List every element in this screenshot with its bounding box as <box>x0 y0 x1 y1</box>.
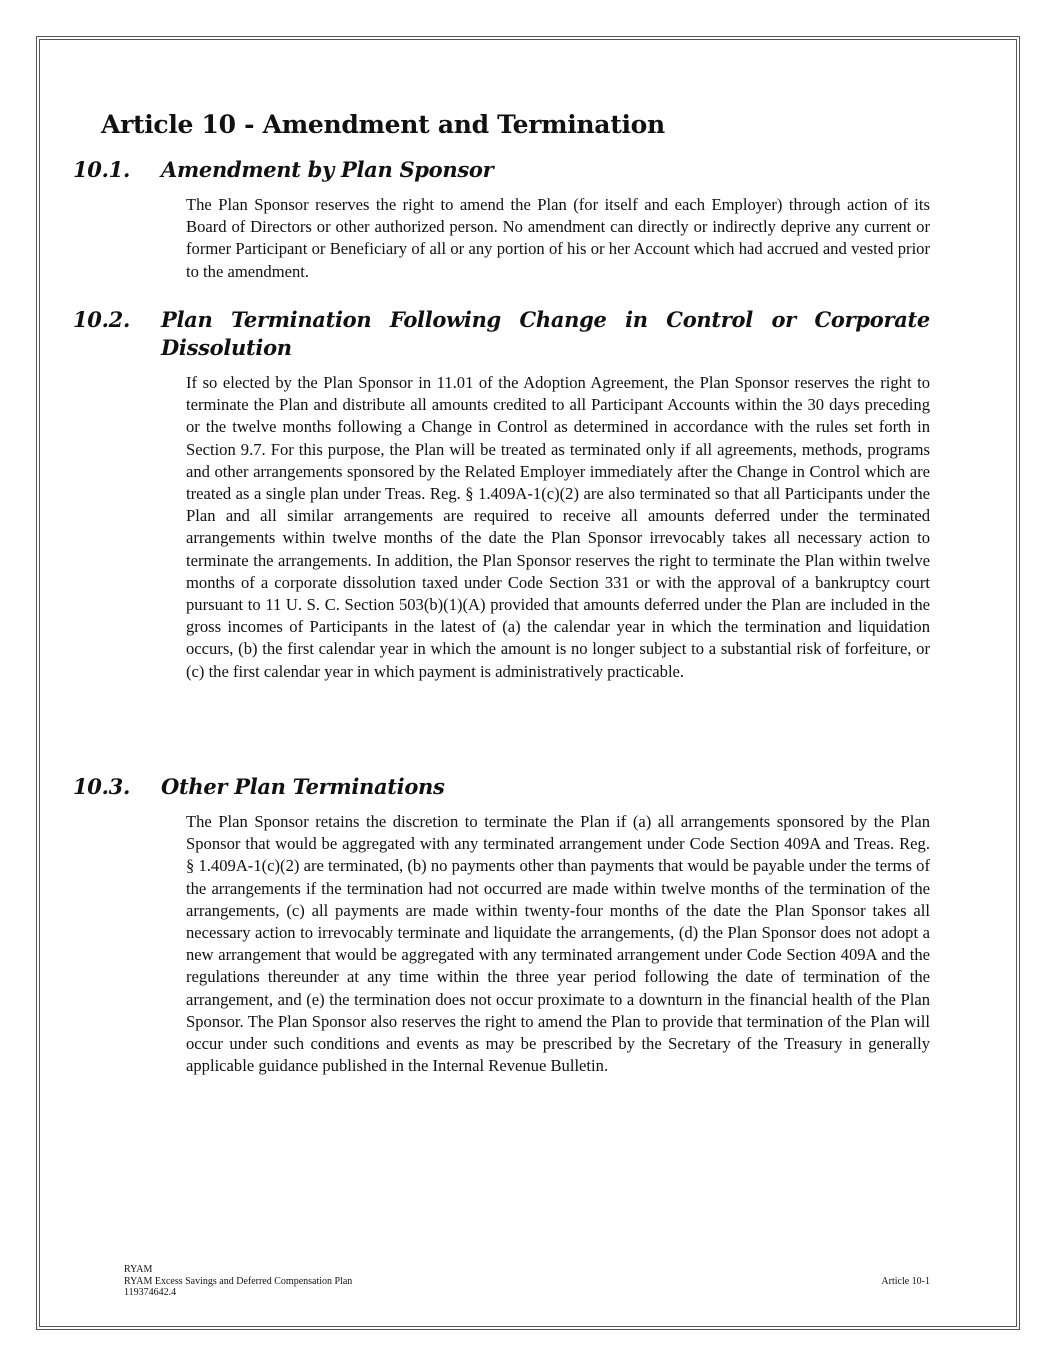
section-title: Amendment by Plan Sponsor <box>161 157 494 182</box>
section-number: 10.1. <box>73 157 130 182</box>
section-title: Plan Termination Following Change in Control or Corporate Dissolution <box>161 307 930 360</box>
section-heading-10-3 <box>73 773 930 801</box>
article-title: Article 10 - Amendment and Termination <box>101 110 665 139</box>
footer-plan-name: RYAM Excess Savings and Deferred Compensation Plan <box>124 1275 353 1287</box>
section-body-10-2: If so elected by the Plan Sponsor in 11.01 of the Adoption Agreement, the Plan Sponsor reserves the right to terminate the Plan and distribute all amounts credited to all Participant Accounts within the 30 days preceding or the twelve months following a Change in Control as determined in accordance with the rules set forth in Section 9.7. For this purpose, the Plan will be treated as terminated only if all agreements, methods, programs and other arrangements sponsored by the Related Employer immediately after the Change in Control which are treated as a single plan under Treas. Reg. § 1.409A-1(c)(2) are also terminated so that all Participants under the Plan and all similar arrangements are required to receive all amounts deferred under the terminated arrangements within twelve months of the date the Plan Sponsor irrevocably takes all necessary action to terminate the arrangements. In addition, the Plan Sponsor reserves the right to terminate the Plan within twelve months of a corporate dissolution taxed under Code Section 331 or with the approval of a bankruptcy court pursuant to 11 U. S. C. Section 503(b)(1)(A) provided that amounts deferred under the Plan are included in the gross incomes of Participants in the latest of (a) the calendar year in which the termination and liquidation occurs, (b) the first calendar year in which the amount is no longer subject to a substantial risk of forfeiture, or (c) the first calendar year in which payment is administratively practicable. <box>186 373 930 681</box>
section-body-10-1: The Plan Sponsor reserves the right to amend the Plan (for itself and each Employer) through action of its Board of Directors or other authorized person. No amendment can directly or indirectly deprive any current or former Participant or Beneficiary of all or any portion of his or her Account which had accrued and vested prior to the amendment. <box>186 195 930 281</box>
section-number: 10.2. <box>73 307 130 332</box>
footer-page-label: Article 10-1 <box>881 1276 930 1287</box>
footer-company: RYAM <box>124 1264 153 1275</box>
footer-doc-id: 119374642.4 <box>124 1287 177 1298</box>
section-title: Other Plan Terminations <box>161 774 445 799</box>
section-body-10-3: The Plan Sponsor retains the discretion to terminate the Plan if (a) all arrangements sponsored by the Plan Sponsor that would be aggregated with any terminated arrangement under Code Section 409A and Treas. Reg. § 1.409A-1(c)(2) are terminated, (b) no payments other than payments that would be payable under the terms of the arrangements if the termination had not occurred are made within twelve months of the termination of the arrangements, (c) all payments are made within twenty-four months of the date the Plan Sponsor takes all necessary action to irrevocably terminate and liquidate the arrangements, (d) the Plan Sponsor does not adopt a new arrangement that would be aggregated with any terminated arrangement under Code Section 409A and the regulations thereunder at any time within the three year period following the date of termination of the arrangement, and (e) the termination does not occur proximate to a downturn in the financial health of the Plan Sponsor. The Plan Sponsor also reserves the right to amend the Plan to provide that termination of the Plan will occur under such conditions and events as may be prescribed by the Secretary of the Treasury in generally applicable guidance published in the Internal Revenue Bulletin. <box>186 812 930 1076</box>
section-heading-10-2 <box>73 306 930 362</box>
section-number: 10.3. <box>73 774 130 799</box>
footer-left <box>124 1264 352 1299</box>
section-heading-10-1 <box>73 156 930 184</box>
